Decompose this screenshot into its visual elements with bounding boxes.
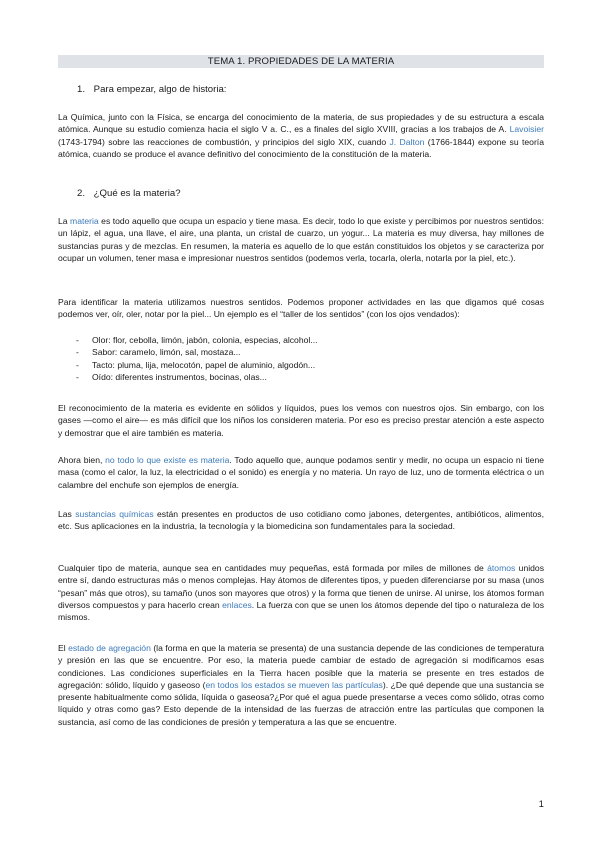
atoms-paragraph bbox=[58, 562, 544, 623]
aggregation-paragraph bbox=[58, 642, 544, 728]
matter-definition-paragraph bbox=[58, 215, 544, 264]
energy-paragraph bbox=[58, 454, 544, 491]
text-run: Cualquier tipo de materia, aunque sea en cantidades muy pequeñas, está formada por miles de millones de bbox=[58, 563, 488, 573]
text-run: . La fuerza con que se unen los átomos depende del tipo o naturaleza de los mismos. bbox=[58, 599, 544, 623]
text-run: (la forma en que la materia se presenta) de una sustancia depende de las condiciones de temperatura y presión en las que se encuentre. Por eso, la materia puede cambiar de estado de agregación si modificamos esas condiciones. Las condiciones superficiales en la Tierra hacen posible que la materia se presente en tres estados de agregación: sólido, líquido y gaseoso ( bbox=[58, 643, 545, 690]
recognition-paragraph: El reconocimiento de la materia es evidente en sólidos y líquidos, pues los vemos con nuestros ojos. Sin embargo, con los gases —como el aire— es más difícil que los niños los consideren materia. Por eso es preciso prestar atención a este aspecto y demostrar que el aire también es materia. bbox=[58, 403, 544, 438]
text-run: es todo aquello que ocupa un espacio y tiene masa. Es decir, todo lo que existe y percibimos por nuestros sentidos: un lápiz, el agua, una llave, el aire, una planta, un cristal de cuarzo, un yogur... La materia es muy diversa, hay millones de sustancias puras y de mezclas. En resumen, la materia es aquello de lo que están constituidos los objetos y se caracteriza por ocupar un volumen, tener masa e impresionar nuestros sentidos (podemos verla, tocarla, olerla, notarla por la piel, etc.). bbox=[58, 216, 544, 263]
list-item: - Sabor: caramelo, limón, sal, mostaza... bbox=[58, 346, 544, 358]
text-run: están presentes en productos de uso cotidiano como jabones, detergentes, antibióticos, alimentos, etc. Sus aplicaciones en la industria, la tecnología y la biomedicina son fundamentales para la sociedad. bbox=[58, 509, 544, 532]
link-particulas[interactable]: en todos los estados se mueven las partículas bbox=[205, 679, 383, 690]
text-run: Las bbox=[58, 509, 76, 519]
link-dalton[interactable]: J. Dalton bbox=[389, 136, 425, 147]
senses-list bbox=[58, 334, 544, 383]
substances-paragraph bbox=[58, 508, 544, 533]
list-item: - Tacto: pluma, lija, melocotón, papel de aluminio, algodón... bbox=[58, 359, 544, 371]
link-materia[interactable]: materia bbox=[70, 216, 99, 226]
list-item: - Oído: diferentes instrumentos, bocinas, olas... bbox=[58, 371, 544, 383]
text-run: (1743-1794) sobre las reacciones de combustión, y principios del siglo XIX, cuando bbox=[58, 136, 390, 147]
section-heading-history bbox=[77, 84, 226, 96]
list-item: - Olor: flor, cebolla, limón, jabón, colonia, especias, alcohol... bbox=[58, 334, 544, 346]
text-run: El bbox=[58, 643, 69, 653]
text-run: La Química, junto con la Física, se encarga del conocimiento de la materia, de sus propiedades y de su estructura a escala atómica. Aunque su estudio comienza hacia el siglo V a. C., es a finales del siglo XVIII, gracias a los trabajos de A. bbox=[58, 112, 544, 135]
section-title: Para empezar, algo de historia: bbox=[93, 84, 227, 95]
section-title: ¿Qué es la materia? bbox=[93, 188, 181, 199]
section-number: 1. bbox=[77, 84, 86, 95]
text-run: La bbox=[58, 216, 71, 226]
page-number: 1 bbox=[538, 799, 544, 810]
text-run: Ahora bien, bbox=[58, 455, 106, 465]
section-number: 2. bbox=[77, 188, 86, 199]
link-estado-agregacion[interactable]: estado de agregación bbox=[68, 643, 151, 653]
text-run: ). ¿De qué depende que una sustancia se presente habitualmente como sólida, líquida o gaseosa?¿Por qué el agua puede presentarse a veces como sólido, otras como líquido y otras como gas? Esto depende de la intensidad de las fuerzas de atracción entre las partículas que componen la sustancia, así como de las condiciones de presión y temperatura a las que se encuentre. bbox=[58, 679, 544, 727]
link-not-matter[interactable]: no todo lo que existe es materia bbox=[105, 455, 230, 465]
section-heading-matter bbox=[77, 188, 181, 200]
text-run: unidos entre sí, dando estructuras más o menos complejas. Hay átomos de diferentes tipos, y pueden diferenciarse por su masa (unos “pesan” más que otros), su tamaño (unos son mayores que otros) y la forma que tienen de unirse. Al unirse, los átomos forman diversos compuestos y para hacerlo crean bbox=[58, 563, 545, 610]
link-sustancias[interactable]: sustancias químicas bbox=[75, 509, 154, 519]
text-run: . Todo aquello que, aunque podamos sentir y medir, no ocupa un espacio ni tiene masa (como el calor, la luz, la electricidad o el sonido) es energía y no materia. Un rayo de luz, uno de tormenta eléctrica o un calambre del enchufe son ejemplos de energía. bbox=[58, 455, 544, 490]
text-run: (1766-1844) expone su teoría atómica, cuando se produce el avance definitivo del conocimiento de la constitución de la materia. bbox=[58, 136, 544, 159]
senses-paragraph: Para identificar la materia utilizamos nuestros sentidos. Podemos proponer actividades en las que digamos qué cosas podemos ver, oír, oler, notar por la piel... Un ejemplo es el “taller de los sentidos” (con los ojos vendados): bbox=[58, 297, 544, 320]
link-enlaces[interactable]: enlaces bbox=[222, 599, 252, 610]
document-title: TEMA 1. PROPIEDADES DE LA MATERIA bbox=[58, 55, 544, 68]
link-atomos[interactable]: átomos bbox=[487, 563, 516, 573]
link-lavoisier[interactable]: Lavoisier bbox=[509, 124, 544, 135]
history-paragraph bbox=[58, 111, 544, 160]
